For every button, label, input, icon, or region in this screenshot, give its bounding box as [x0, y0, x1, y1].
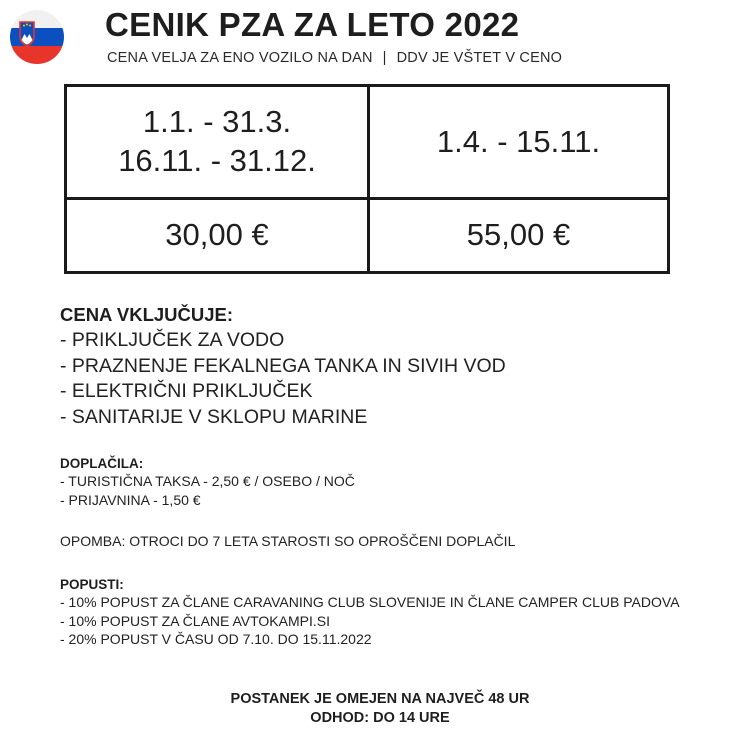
includes-section — [60, 304, 506, 430]
subtitle-separator: | — [382, 50, 387, 66]
list-item: - PRAZNENJE FEKALNEGA TANKA IN SIVIH VOD — [60, 354, 506, 377]
departure-time-text: ODHOD: DO 14 URE — [310, 710, 450, 726]
extras-heading: DOPLAČILA: — [60, 456, 144, 471]
includes-list — [60, 328, 506, 430]
season-low-range-1: 1.1. - 31.3. — [142, 104, 292, 140]
stay-limit-text: POSTANEK JE OMEJEN NA NAJVEČ 48 UR — [230, 691, 530, 707]
discounts-section — [60, 577, 680, 649]
subtitle-vehicle-note: CENA VELJA ZA ENO VOZILO NA DAN — [107, 50, 373, 66]
list-item: - SANITARIJE V SKLOPU MARINE — [60, 405, 368, 428]
list-item: - TURISTIČNA TAKSA - 2,50 € / OSEBO / NOČ — [60, 473, 355, 489]
extras-section — [60, 456, 355, 509]
price-low: 30,00 € — [165, 217, 269, 253]
price-high-cell — [367, 197, 667, 271]
list-item: - 10% POPUST ZA ČLANE AVTOKAMPI.SI — [60, 612, 330, 629]
footer-notice — [0, 690, 747, 728]
children-note: OPOMBA: OTROCI DO 7 LETA STAROSTI SO OPROŠČENI DOPLAČIL — [60, 533, 516, 549]
list-item: - 20% POPUST V ČASU OD 7.10. DO 15.11.2022 — [60, 631, 372, 647]
subtitle-vat-note: DDV JE VŠTET V CENO — [396, 50, 563, 66]
season-high-cell — [367, 87, 667, 197]
slovenia-flag-icon — [10, 10, 64, 64]
season-high-range: 1.4. - 15.11. — [436, 123, 601, 159]
price-table — [64, 84, 670, 274]
list-item: - PRIKLJUČEK ZA VODO — [60, 329, 285, 351]
list-item: - PRIJAVNINA - 1,50 € — [60, 491, 201, 508]
price-high: 55,00 € — [466, 217, 571, 253]
list-item: - ELEKTRIČNI PRIKLJUČEK — [60, 380, 313, 402]
discounts-list — [60, 593, 680, 649]
season-low-range-2: 16.11. - 31.12. — [118, 143, 316, 178]
season-low-cell — [67, 87, 367, 197]
list-item: - 10% POPUST ZA ČLANE CARAVANING CLUB SLOVENIJE IN ČLANE CAMPER CLUB PADOVA — [60, 594, 680, 610]
page-subtitle — [107, 50, 562, 66]
price-low-cell — [67, 197, 367, 271]
includes-heading: CENA VKLJUČUJE: — [60, 304, 234, 325]
discounts-heading: POPUSTI: — [60, 577, 124, 592]
extras-list — [60, 472, 355, 509]
page-title: CENIK PZA ZA LETO 2022 — [105, 6, 520, 43]
